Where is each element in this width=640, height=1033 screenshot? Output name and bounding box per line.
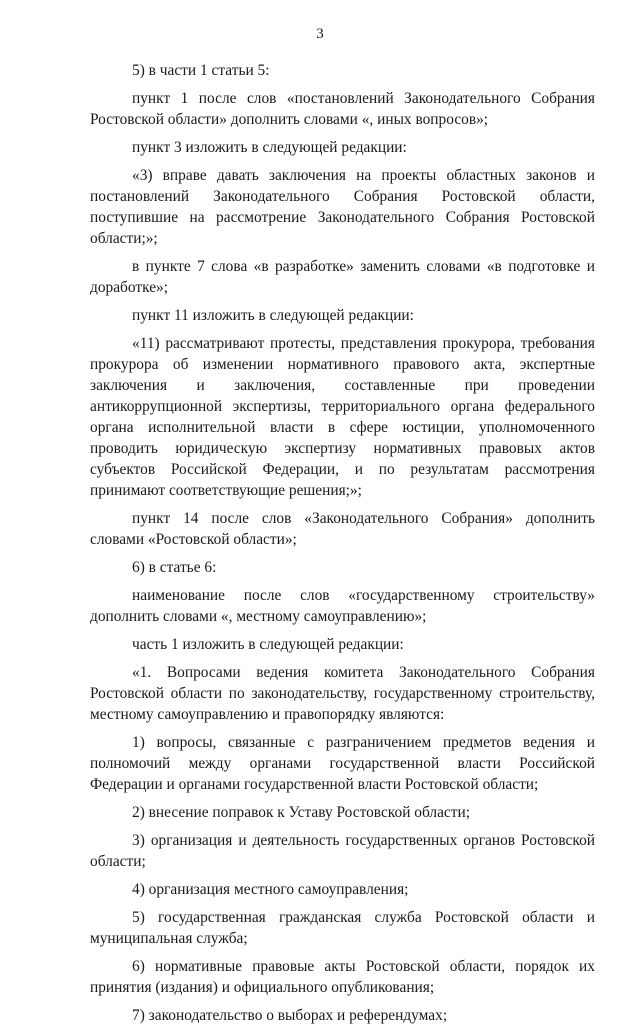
paragraph: 7) законодательство о выборах и референдумах; (132, 1007, 448, 1024)
paragraph: 2) внесение поправок к Уставу Ростовской области; (132, 804, 471, 821)
paragraph: часть 1 изложить в следующей редакции: (132, 636, 404, 653)
paragraph: 1) вопросы, связанные с разграничением предметов ведения и полномочий между органами государственной власти Российской Федерации и органами государственной власти Ростовской области; (90, 734, 595, 793)
paragraph: пункт 11 изложить в следующей редакции: (132, 307, 414, 324)
paragraph: 6) в статье 6: (132, 559, 217, 576)
paragraph: «3) вправе давать заключения на проекты областных законов и постановлений Законодательного Собрания Ростовской области, поступившие на рассмотрение Законодательного Собрания Ростовской области;»; (90, 167, 595, 247)
paragraph: наименование после слов «государственному строительству» дополнить словами «, местному самоуправлению»; (90, 587, 595, 625)
paragraph: «11) рассматривают протесты, представления прокурора, требования прокурора об изменении нормативного правового акта, экспертные заключения и заключения, составленные при проведении антикоррупционной экспертизы, территориального органа федерального органа исполнительной власти в сфере юстиции, уполномоченного проводить юридическую экспертизу нормативных правовых актов субъектов Российской Федерации, и по результатам рассмотрения принимают соответствующие решения;»; (90, 335, 595, 499)
paragraph: 5) в части 1 статьи 5: (132, 62, 270, 79)
paragraph: «1. Вопросами ведения комитета Законодательного Собрания Ростовской области по законодательству, государственному строительству, местному самоуправлению и правопорядку являются: (90, 664, 595, 723)
paragraph: пункт 1 после слов «постановлений Законодательного Собрания Ростовской области» дополнить словами «, иных вопросов»; (90, 90, 595, 128)
paragraph: 4) организация местного самоуправления; (132, 881, 409, 898)
paragraph: пункт 3 изложить в следующей редакции: (132, 139, 407, 156)
paragraph: в пункте 7 слова «в разработке» заменить словами «в подготовке и доработке»; (90, 258, 595, 296)
paragraph: 6) нормативные правовые акты Ростовской области, порядок их принятия (издания) и официального опубликования; (90, 958, 595, 996)
paragraph: 5) государственная гражданская служба Ростовской области и муниципальная служба; (90, 909, 595, 947)
paragraph: пункт 14 после слов «Законодательного Собрания» дополнить словами «Ростовской области»; (90, 510, 595, 548)
page-number: 3 (316, 26, 324, 42)
paragraph: 3) организация и деятельность государственных органов Ростовской области; (90, 832, 595, 870)
document-body (90, 60, 595, 1033)
